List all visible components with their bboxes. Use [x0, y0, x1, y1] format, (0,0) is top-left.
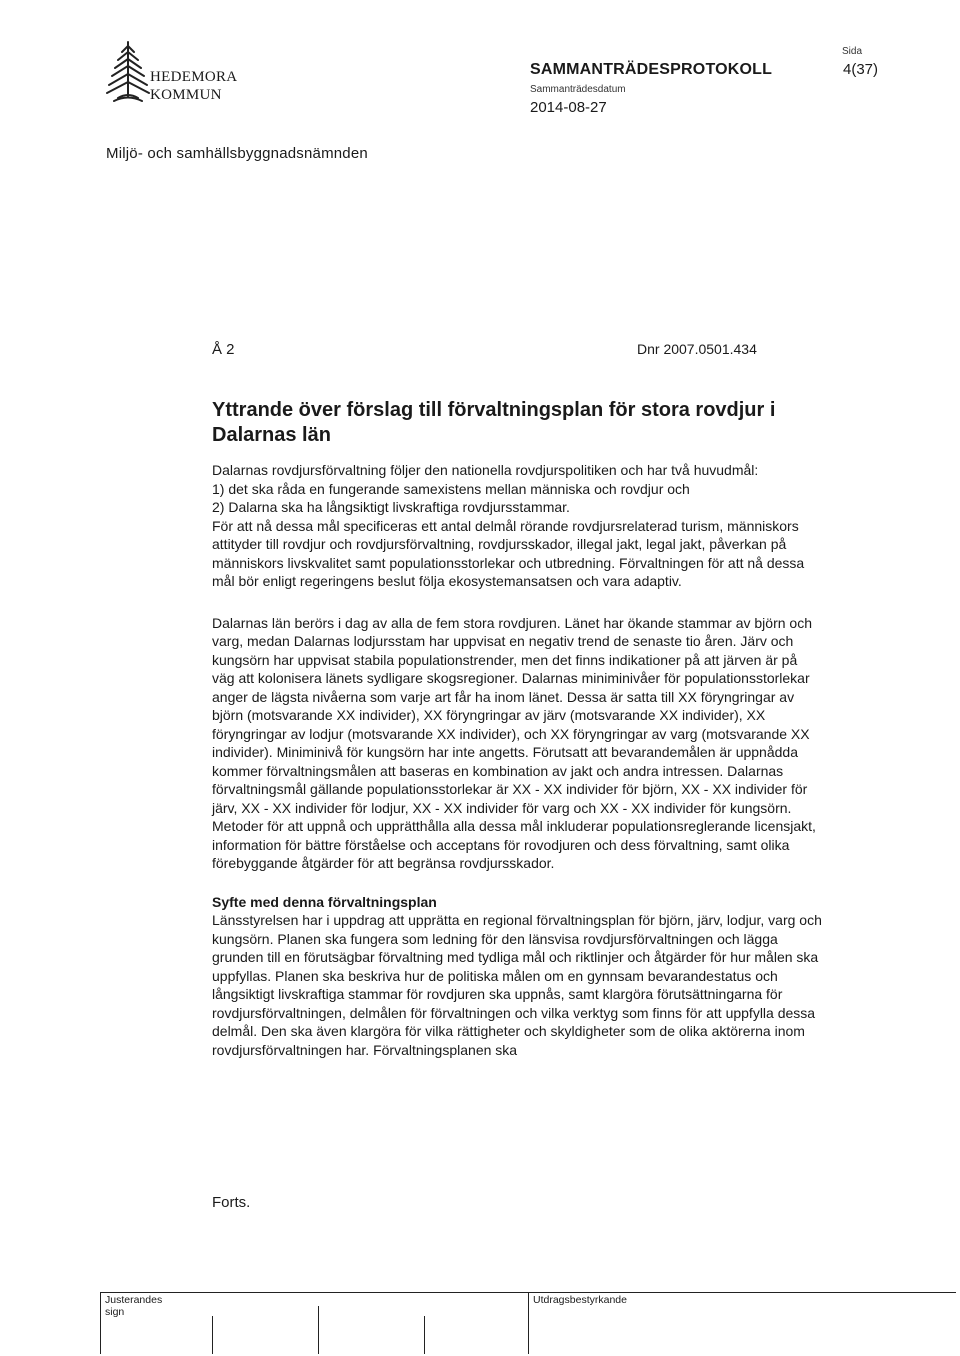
- date-label: Sammanträdesdatum: [530, 84, 626, 95]
- goal-item-2: 2) Dalarna ska ha långsiktigt livskraftiga rovdjursstammar.: [212, 499, 570, 515]
- paragraph-goals: För att nå dessa mål specificeras ett antal delmål rörande rovdjursrelaterad turism, människors attityder till rovdjur och rovdjursförvaltning, rovdjursskador, illegal jakt, legal jakt, påverkan på människors livskvalitet samt populationsstorlekar och utbredning. Förvaltningen för att nå dessa mål bör enligt regeringens beslut följa ekosystemansatsen och vara adaptiv.: [212, 517, 805, 589]
- paragraph-predators: Dalarnas län berörs i dag av alla de fem stora rovdjuren. Länet har ökande stammar av björn och varg, medan Dalarnas lodjursstam har uppvisat en negativ trend de senaste tio åren. Järv och kungsörn har uppvisat stabila populationstrender, men det finns indikationer på att järven är på väg att kolonisera länets sydligare skogsregioner. Dalarnas miniminivåer för populationsstorlekar anger de lägsta nivåerna som varje art får ha inom länet. Dessa är satta till XX föryngringar av björn (motsvarande XX individer), XX föryngringar av järv (motsvarande XX individer), XX föryngringar av lodjur (motsvarande XX individer), och XX föryngringar av varg (motsvarande XX individer). Miniminivå för kungsörn har inte angetts. Förutsatt att bevarandemålen är uppnådda kommer förvaltningsmålen att baseras en kombination av jakt och andra intressen. Dalarnas förvaltningsmål gällande populationsstorlekar är XX - XX individer för björn, XX - XX individer för järv, XX - XX individer för lodjur, XX - XX individer för varg och XX - XX individer för kungsörn. Metoder för att uppnå och upprätthålla alla dessa mål inkluderar populationsreglerande licensjakt, information för bättre förståelse och acceptans för rovodjuren och dess förvaltning, samt olika förebyggande åtgärder för att begränsa rovdjursskador.: [212, 614, 816, 871]
- signature-box-1: [212, 1316, 213, 1354]
- section-subheading: Syfte med denna förvaltningsplan: [212, 893, 437, 910]
- intro-paragraph: Dalarnas rovdjursförvaltning följer den nationella rovdjurspolitiken och har två huvudmål:: [212, 462, 759, 478]
- justerandes-sign-box: [100, 1292, 163, 1354]
- main-content: [212, 398, 822, 1059]
- utdragsbestyrkande-box: [528, 1292, 627, 1354]
- logo-line-1: HEDEMORA: [150, 69, 238, 85]
- committee-name: Miljö- och samhällsbyggnadsnämnden: [106, 145, 368, 162]
- tree-logo-icon: [104, 40, 152, 102]
- page-title: Yttrande över förslag till förvaltningsplan för stora rovdjur i Dalarnas län: [212, 399, 776, 446]
- paragraph-purpose: Länsstyrelsen har i uppdrag att upprätta en regional förvaltningsplan för björn, järv, lodjur, varg och kungsörn. Planen ska fungera som ledning för den länsvisa rovdjursförvaltningen och lägga grunden till en förutsägbar förvaltning med tydliga mål och riktlinjer och åtgärder för hur målen ska uppfyllas. Planen ska beskriva hur de politiska målen om en gynnsam bevarandestatus och långsiktigt livskraftiga stammar för rovdjuren ska uppnås, samt klargöra förutsättningarna för rovdjursförvaltningen, delmålen för förvaltningen och vilka verktyg som finns för att uppfylla dessa delmål. Den ska även klargöra för vilka rättigheter och skyldigheter som de olika aktörerna inom rovdjursförvaltningen har. Förvaltningsplanen ska: [212, 912, 822, 1058]
- meeting-date: 2014-08-27: [530, 99, 607, 116]
- utdragsbestyrkande-label: Utdragsbestyrkande: [533, 1294, 627, 1306]
- municipality-logo: [104, 40, 264, 103]
- goal-item-1: 1) det ska råda en fungerande samexistens mellan människa och rovdjur och: [212, 480, 690, 497]
- justerandes-sign-label: Justerandes sign: [105, 1294, 163, 1318]
- signature-box-2: [318, 1306, 319, 1354]
- item-number: Å 2: [212, 341, 235, 358]
- signature-box-3: [424, 1316, 425, 1354]
- document-type: SAMMANTRÄDESPROTOKOLL: [530, 61, 773, 78]
- continued-label: Forts.: [212, 1194, 251, 1211]
- logo-line-2: KOMMUN: [150, 87, 222, 103]
- page-number: 4(37): [843, 61, 879, 78]
- diary-number: Dnr 2007.0501.434: [637, 341, 757, 357]
- page-label: Sida: [842, 46, 863, 57]
